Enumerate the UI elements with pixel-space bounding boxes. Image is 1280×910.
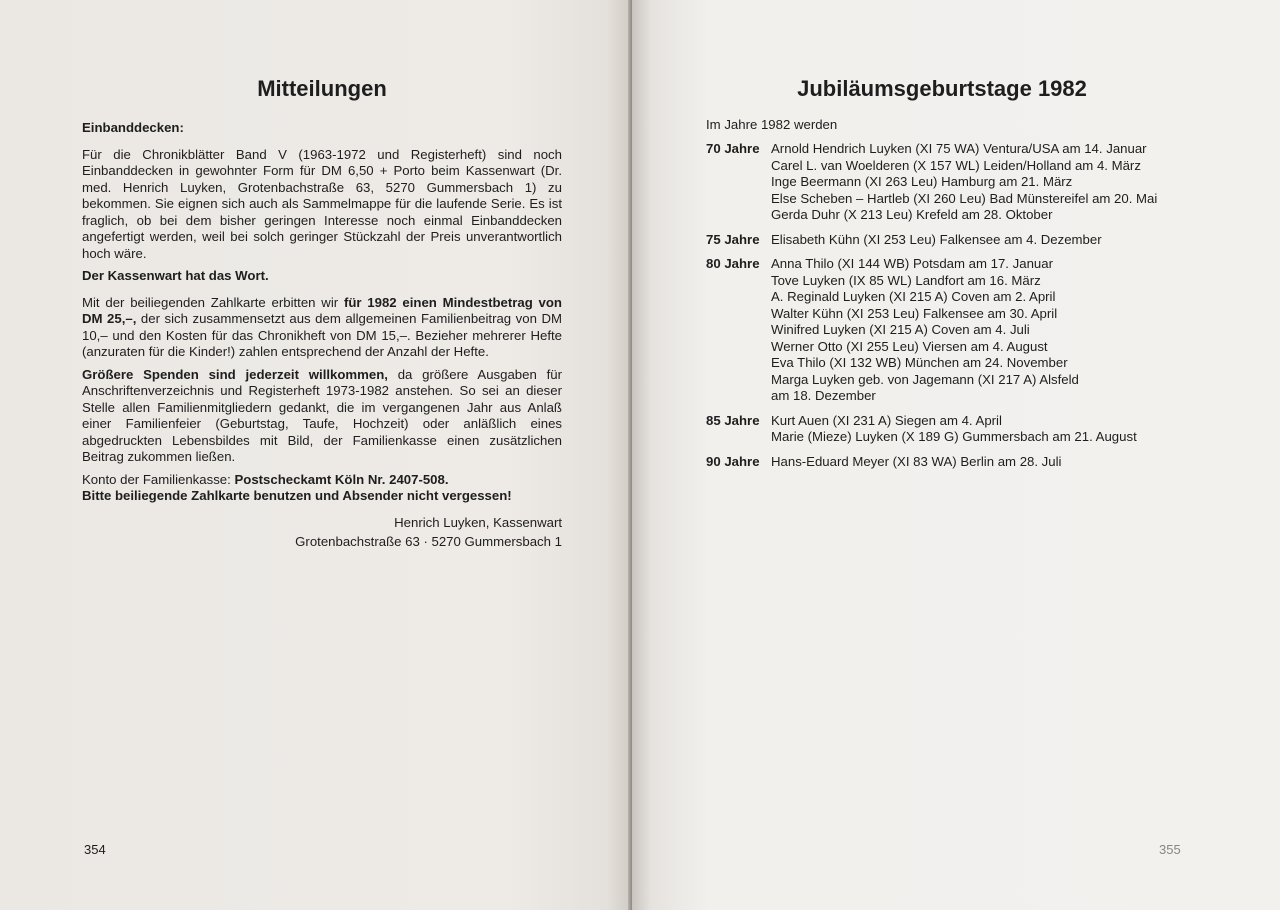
spenden-text-bold: Größere Spenden sind jederzeit willkommen, [82,366,388,382]
account-line [82,472,562,489]
signature-name: Henrich Luyken, Kassenwart [394,515,562,530]
left-page-body [82,116,562,505]
birthday-names [771,141,1266,224]
section-heading-kassenwart: Der Kassenwart hat das Wort. [82,268,269,283]
section-text-spenden [82,367,562,466]
birthday-entry: Elisabeth Kühn (XI 253 Leu) Falkensee am 4. Dezember [771,231,1102,247]
birthday-names [771,256,1266,405]
birthday-entry: Hans-Eduard Meyer (XI 83 WA) Berlin am 28. Juli [771,453,1062,469]
birthday-entry: Winifred Luyken (XI 215 A) Coven am 4. Juli [771,322,1030,337]
account-label: Konto der Familienkasse: [82,471,235,487]
birthday-entry: Marie (Mieze) Luyken (X 189 G) Gummersbach am 21. August [771,429,1137,444]
birthday-group [706,454,1266,471]
account-number: Postscheckamt Köln Nr. 2407-508. [234,471,449,487]
page-number-right: 355 [1159,842,1181,857]
section-text-kassenwart [82,295,562,361]
birthday-names [771,232,1266,249]
kassenwart-text-part1: Mit der beiliegenden Zahlkarte erbitten wir [82,294,344,310]
birthday-entry: Else Scheben – Hartleb (XI 260 Leu) Bad Münstereifel am 20. Mai [771,190,1158,206]
signature-block [82,513,562,551]
left-page-title: Mitteilungen [257,76,387,101]
birthday-entry: Kurt Auen (XI 231 A) Siegen am 4. April [771,412,1002,428]
birthday-group [706,413,1266,446]
reminder-line [82,488,562,505]
right-page [632,0,1280,910]
birthday-group [706,141,1266,224]
birthday-entry: Eva Thilo (XI 132 WB) München am 24. November [771,355,1068,370]
birthday-age-label: 80 Jahre [706,256,760,271]
birthday-entry: am 18. Dezember [771,388,876,403]
kassenwart-text-part2: der sich zusammensetzt aus dem allgemeinen Familienbeitrag von DM 10,– und den Kosten für das Chronikheft von DM 15,–. Bezieher mehrerer Hefte (anzuraten für die Kinder!) zahlen entsprechend der Anzahl der Hefte. [82,311,562,359]
birthday-entry: Inge Beermann (XI 263 Leu) Hamburg am 21. März [771,174,1073,189]
birthday-entry: Anna Thilo (XI 144 WB) Potsdam am 17. Januar [771,256,1053,271]
signature-address: Grotenbachstraße 63 · 5270 Gummersbach 1 [295,534,562,549]
birthday-group [706,256,1266,405]
reminder-text: Bitte beiliegende Zahlkarte benutzen und Absender nicht vergessen! [82,488,512,503]
birthday-entry: Tove Luyken (IX 85 WL) Landfort am 16. März [771,272,1041,288]
birthday-group [706,232,1266,249]
section-heading-einbanddecken: Einbanddecken: [82,120,184,135]
birthday-age-label: 75 Jahre [706,231,760,247]
birthday-entry: Carel L. van Woelderen (X 157 WL) Leiden/Holland am 4. März [771,157,1141,173]
birthday-entry: Marga Luyken geb. von Jagemann (XI 217 A) Alsfeld [771,371,1079,387]
birthday-entry: Arnold Hendrich Luyken (XI 75 WA) Ventura/USA am 14. Januar [771,141,1147,156]
birthday-names [771,454,1266,471]
intro-text: Im Jahre 1982 werden [706,117,838,132]
section-text-einbanddecken: Für die Chronikblätter Band V (1963-1972 und Registerheft) sind noch Einbanddecken in gewohnter Form für DM 6,50 + Porto beim Kassenwart (Dr. med. Henrich Luyken, Grotenbachstraße 63, 5270 Gummersbach 1) zu bekommen. Sie eignen sich auch als Sammelmappe für die laufende Serie. Es ist fraglich, ob bei dem bisher geringen Interesse noch einmal Einbanddecken angefertigt werden, weil bei solch geringer Stückzahl der Preis unverantwortlich hoch wäre. [82,146,562,261]
page-number-left: 354 [84,842,106,857]
birthday-age-label: 90 Jahre [706,453,760,469]
birthday-entry: A. Reginald Luyken (XI 215 A) Coven am 2. April [771,289,1056,304]
birthday-age-label: 85 Jahre [706,412,760,428]
kassenwart-text-bold: für 1982 einen Mindestbetrag von DM 25,–, [82,294,562,326]
birthday-entry: Walter Kühn (XI 253 Leu) Falkensee am 30. April [771,305,1058,321]
birthday-names [771,413,1266,446]
birthday-entry: Werner Otto (XI 255 Leu) Viersen am 4. August [771,338,1048,354]
left-page [0,0,632,910]
birthday-entry: Gerda Duhr (X 213 Leu) Krefeld am 28. Oktober [771,207,1053,222]
birthday-list [706,141,1266,478]
right-page-title: Jubiläumsgeburtstage 1982 [797,76,1087,101]
birthday-age-label: 70 Jahre [706,141,760,156]
spenden-text: da größere Ausgaben für Anschriftenverzeichnis und Registerheft 1973-1982 anstehen. So sei an dieser Stelle allen Familienmitgliedern gedankt, die im vergangenen Jahr aus Anlaß einer Familienfeier (Geburtstag, Taufe, Hochzeit) oder anläßlich eines abgedruckten Lebensbildes mit Bild, der Familienkasse einen zusätzlichen Beitrag zukommen ließen. [82,366,562,464]
